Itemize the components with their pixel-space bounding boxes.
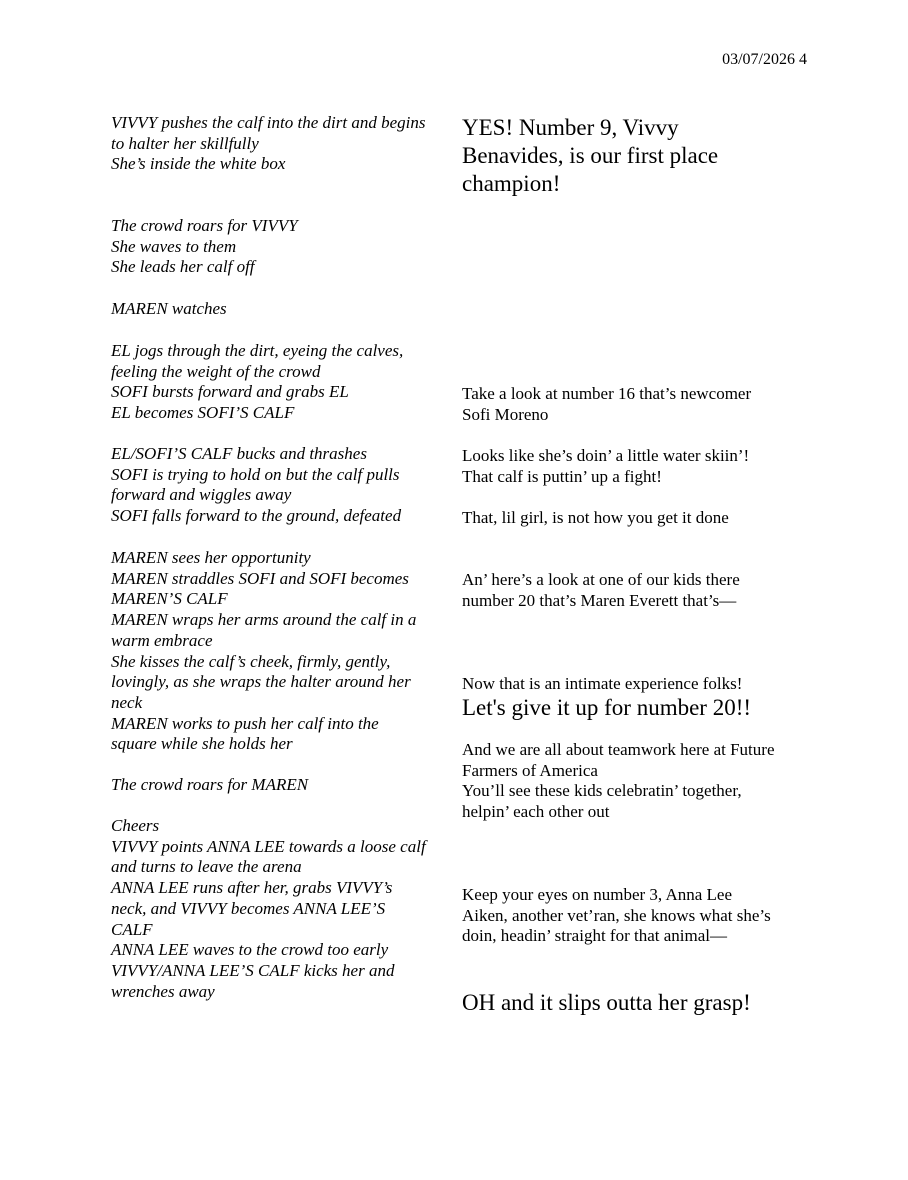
stage-line: MAREN works to push her calf into the bbox=[111, 713, 379, 733]
stage-line: She waves to them bbox=[111, 236, 237, 256]
dialogue-block bbox=[462, 384, 751, 425]
stage-line: EL jogs through the dirt, eyeing the calves, bbox=[111, 341, 404, 360]
stage-direction-block bbox=[111, 113, 425, 175]
stage-line: She’s inside the white box bbox=[111, 154, 286, 174]
stage-line: lovingly, as she wraps the halter around her bbox=[111, 672, 411, 692]
dialogue-line: Sofi Moreno bbox=[462, 404, 549, 424]
stage-line: MAREN sees her opportunity bbox=[111, 548, 311, 567]
stage-line: Cheers bbox=[111, 816, 160, 835]
stage-line: SOFI is trying to hold on but the calf pulls bbox=[111, 464, 400, 484]
dialogue-line: OH and it slips outta her grasp! bbox=[462, 990, 751, 1015]
dialogue-line: helpin’ each other out bbox=[462, 802, 610, 822]
stage-line: SOFI falls forward to the ground, defeated bbox=[111, 506, 402, 526]
dialogue-line: Let's give it up for number 20!! bbox=[462, 695, 752, 720]
dialogue-line: Looks like she’s doin’ a little water skiin’! bbox=[462, 446, 750, 465]
stage-direction-block bbox=[111, 216, 298, 278]
dialogue-line: champion! bbox=[462, 171, 561, 196]
stage-line: forward and wiggles away bbox=[111, 485, 292, 505]
dialogue-block bbox=[462, 114, 718, 198]
stage-line: to halter her skillfully bbox=[111, 133, 259, 153]
dialogue-line: That calf is puttin’ up a fight! bbox=[462, 466, 662, 486]
stage-direction-block bbox=[111, 341, 403, 424]
dialogue-line: Farmers of America bbox=[462, 760, 598, 780]
stage-line: feeling the weight of the crowd bbox=[111, 361, 321, 381]
dialogue-line: Keep your eyes on number 3, Anna Lee bbox=[462, 885, 733, 904]
stage-line: EL/SOFI’S CALF bucks and thrashes bbox=[111, 444, 367, 463]
dialogue-block bbox=[462, 674, 742, 695]
stage-line: MAREN wraps her arms around the calf in a bbox=[111, 610, 417, 630]
stage-line: ANNA LEE waves to the crowd too early bbox=[111, 940, 389, 960]
dialogue-block bbox=[462, 740, 775, 823]
stage-direction-block bbox=[111, 548, 416, 755]
dialogue-line: An’ here’s a look at one of our kids there bbox=[462, 570, 740, 589]
stage-line: square while she holds her bbox=[111, 734, 293, 754]
stage-line: neck bbox=[111, 692, 143, 712]
stage-line: MAREN straddles SOFI and SOFI becomes bbox=[111, 568, 409, 588]
stage-line: neck, and VIVVY becomes ANNA LEE’S bbox=[111, 898, 386, 918]
dialogue-line: Benavides, is our first place bbox=[462, 143, 719, 168]
dialogue-line: number 20 that’s Maren Everett that’s— bbox=[462, 590, 737, 610]
stage-line: The crowd roars for VIVVY bbox=[111, 216, 298, 235]
dialogue-emphasis-line bbox=[462, 694, 751, 722]
stage-line: ANNA LEE runs after her, grabs VIVVY’s bbox=[111, 878, 393, 898]
stage-line: VIVVY points ANNA LEE towards a loose calf bbox=[111, 836, 426, 856]
dialogue-line: You’ll see these kids celebratin’ together, bbox=[462, 781, 742, 801]
stage-direction-block bbox=[111, 816, 426, 1002]
dialogue-line: YES! Number 9, Vivvy bbox=[462, 115, 679, 140]
dialogue-line: Take a look at number 16 that’s newcomer bbox=[462, 384, 752, 403]
stage-line: She kisses the calf’s cheek, firmly, gently, bbox=[111, 651, 391, 671]
stage-line: and turns to leave the arena bbox=[111, 857, 302, 877]
stage-direction-block bbox=[111, 299, 227, 320]
page-header-date-number: 03/07/2026 4 bbox=[722, 51, 807, 68]
dialogue-line: Aiken, another vet’ran, she knows what she’s bbox=[462, 905, 771, 925]
dialogue-block bbox=[462, 570, 740, 611]
dialogue-emphasis-line bbox=[462, 989, 751, 1017]
dialogue-block bbox=[462, 446, 749, 487]
dialogue-block bbox=[462, 508, 729, 529]
stage-line: EL becomes SOFI’S CALF bbox=[111, 403, 295, 423]
dialogue-line: Now that is an intimate experience folks! bbox=[462, 674, 743, 693]
dialogue-line: And we are all about teamwork here at Future bbox=[462, 740, 775, 759]
stage-line: VIVVY/ANNA LEE’S CALF kicks her and bbox=[111, 960, 395, 980]
stage-line: SOFI bursts forward and grabs EL bbox=[111, 382, 349, 402]
stage-line: VIVVY pushes the calf into the dirt and begins bbox=[111, 113, 426, 132]
dialogue-block bbox=[462, 885, 771, 947]
stage-line: MAREN’S CALF bbox=[111, 589, 228, 609]
stage-direction-block bbox=[111, 775, 308, 796]
stage-direction-block bbox=[111, 444, 401, 527]
stage-line: wrenches away bbox=[111, 981, 215, 1001]
dialogue-line: That, lil girl, is not how you get it done bbox=[462, 508, 729, 527]
stage-line: MAREN watches bbox=[111, 299, 227, 318]
dialogue-line: doin, headin’ straight for that animal— bbox=[462, 926, 728, 946]
stage-line: warm embrace bbox=[111, 630, 213, 650]
stage-line: She leads her calf off bbox=[111, 257, 255, 277]
stage-line: The crowd roars for MAREN bbox=[111, 775, 309, 794]
stage-line: CALF bbox=[111, 919, 153, 939]
